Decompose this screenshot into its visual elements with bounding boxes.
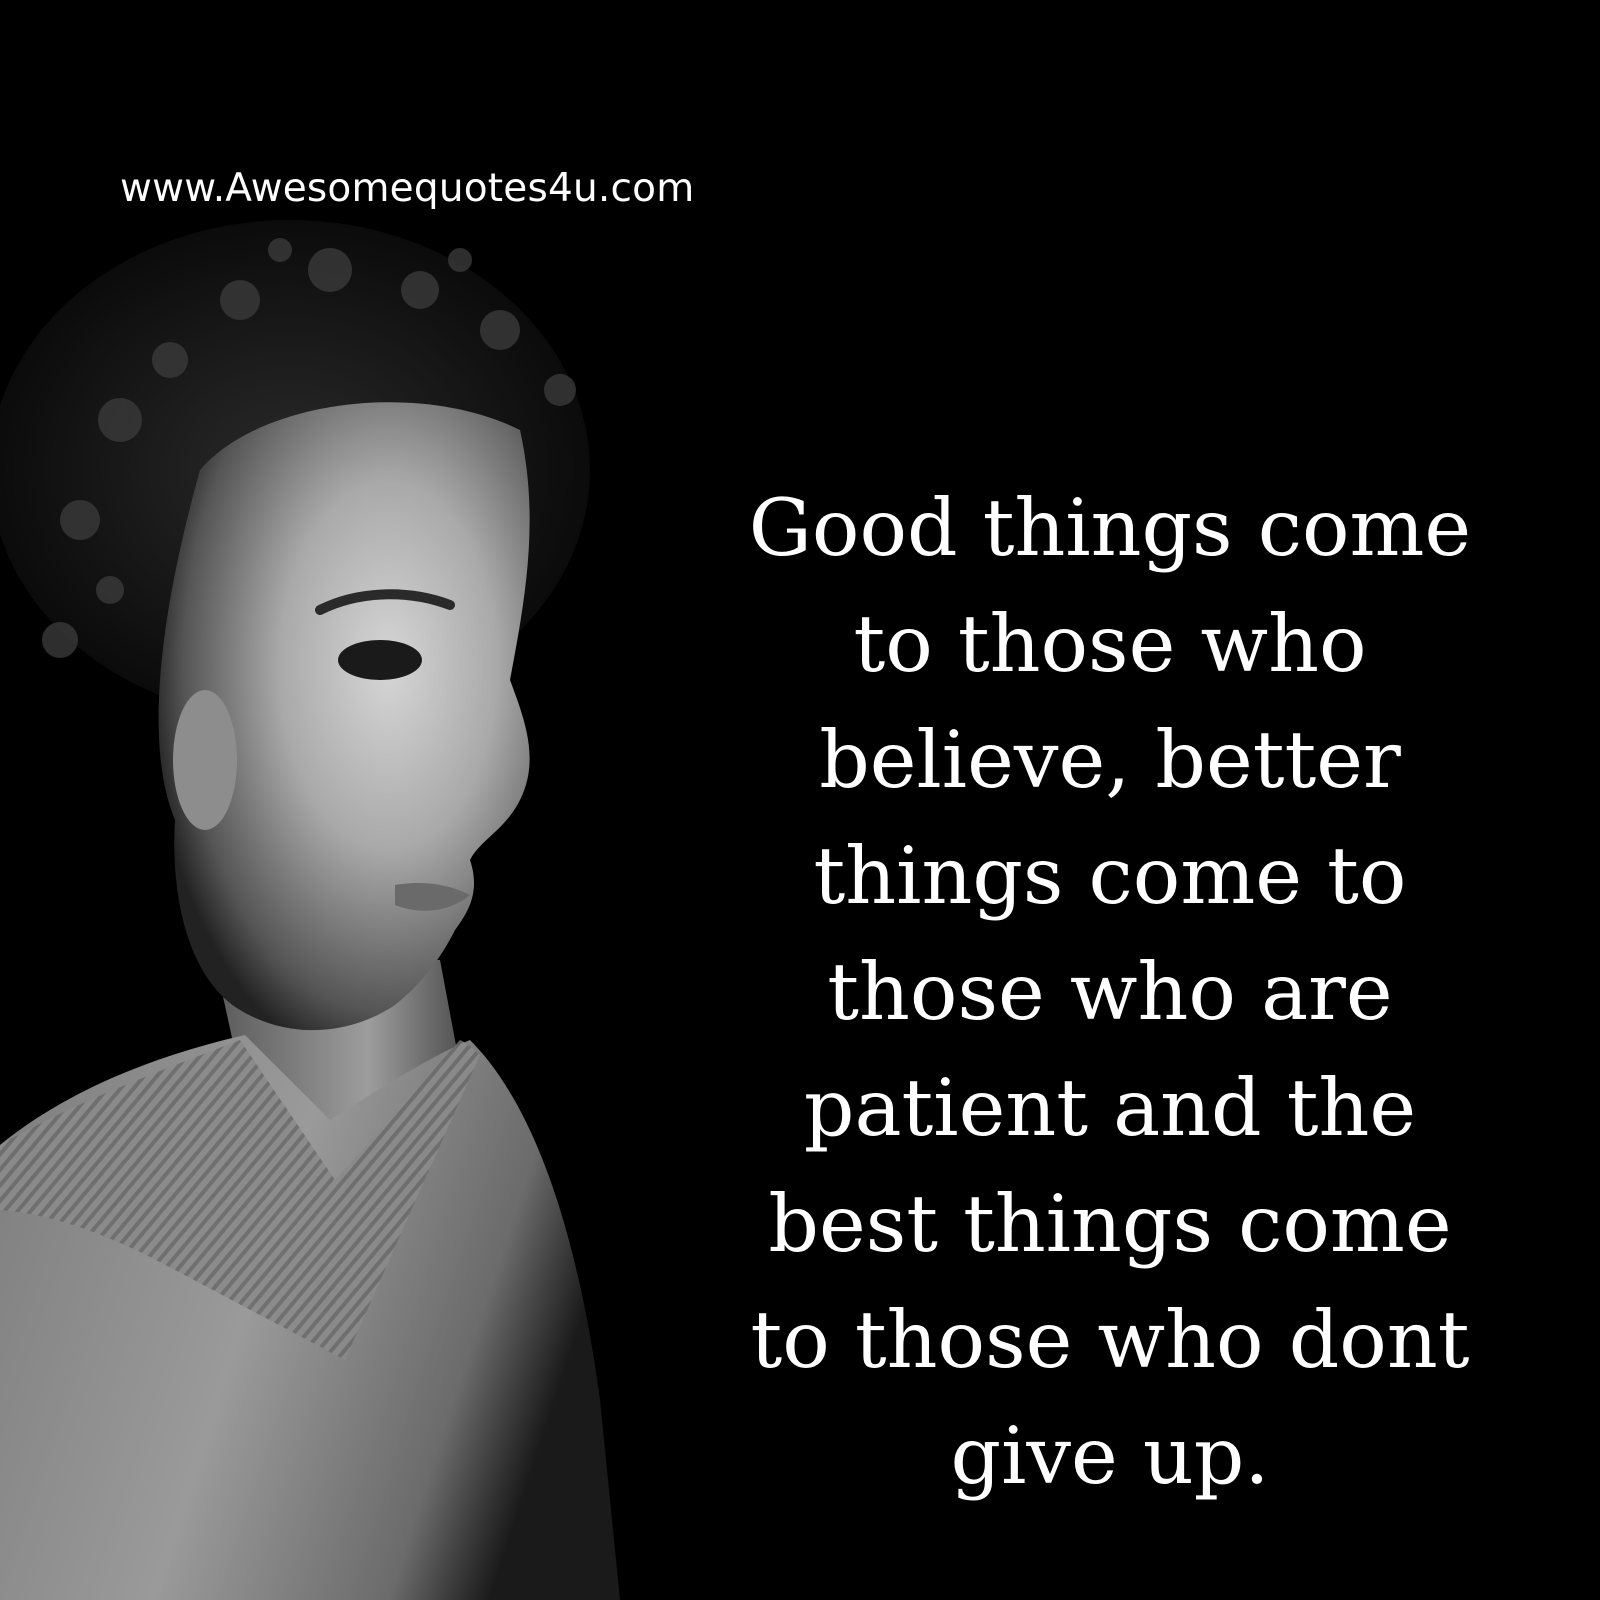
quote-line: believe, better <box>819 714 1401 806</box>
quote-line: patient and the <box>803 1062 1417 1154</box>
eye <box>338 640 422 680</box>
quote-text <box>650 470 1570 1514</box>
quote-line: to those who <box>853 598 1367 690</box>
quote-line: Good things come <box>748 482 1472 574</box>
website-watermark: www.Awesomequotes4u.com <box>120 166 695 211</box>
quote-line: best things come <box>768 1178 1452 1270</box>
quote-line: to those who dont <box>750 1294 1470 1386</box>
quote-line: things come to <box>813 830 1407 922</box>
quote-line: those who are <box>827 946 1393 1038</box>
ear <box>173 690 237 830</box>
quote-line: give up. <box>950 1410 1270 1502</box>
